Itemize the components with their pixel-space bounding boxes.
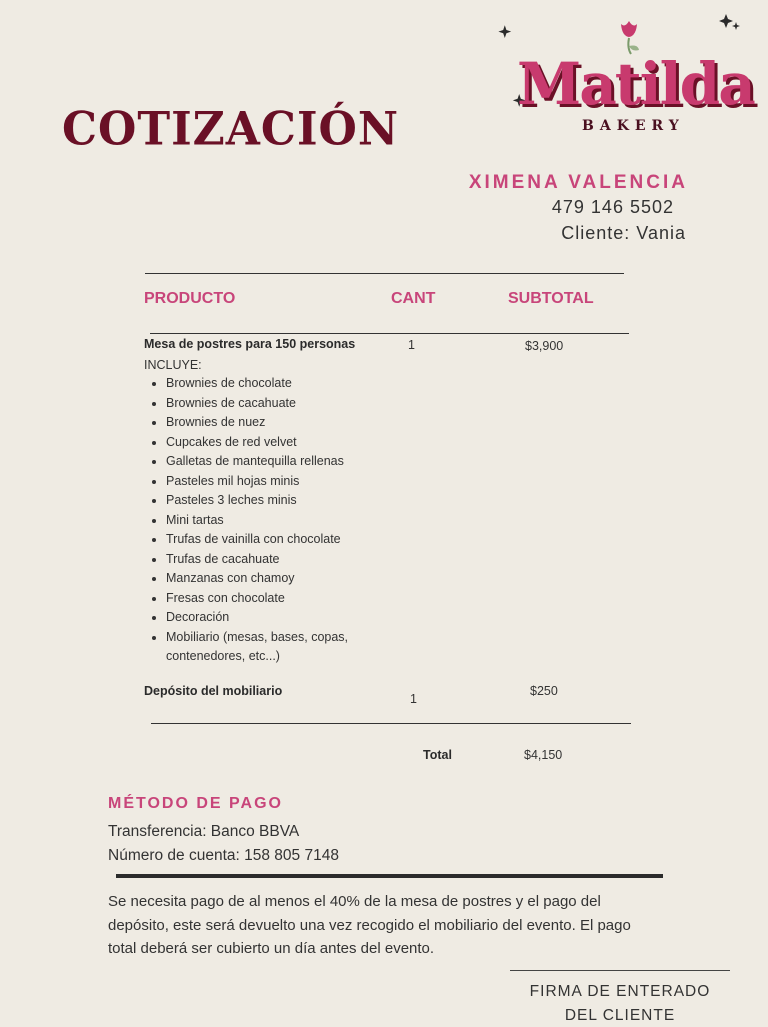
list-item: • Brownies de nuez [166,413,386,433]
list-item: • Brownies de chocolate [166,374,386,394]
vendor-name: XIMENA VALENCIA [469,172,688,194]
list-item: • Trufas de vainilla con chocolate [166,530,386,550]
item-subtotal: $250 [530,684,558,698]
table-header-rule [150,333,629,334]
table-bottom-rule [151,723,631,724]
signature-caption [520,980,720,1027]
signature-line [510,970,730,971]
brand-name: Matilda [517,50,754,118]
includes-label: INCLUYE: [144,358,202,372]
list-item: • Mini tartas [166,511,386,531]
list-item: • Trufas de cacahuate [166,550,386,570]
list-item: • Decoración [166,608,386,628]
brand-subtitle: BAKERY [582,118,685,134]
includes-list [144,374,386,667]
vendor-phone: 479 146 5502 [552,197,674,218]
list-item: • Brownies de cacahuate [166,394,386,414]
payment-note: Se necesita pago de al menos el 40% de la mesa de postres y el pago del depósito, este será devuelto una vez recogido el mobiliario del evento. El pago total deberá ser cubierto un día antes del evento. [108,890,648,961]
header-qty: CANT [391,290,435,308]
item-name: Mesa de postres para 150 personas [144,337,355,351]
list-item: • Pasteles 3 leches minis [166,491,386,511]
payment-transfer: Transferencia: Banco BBVA [108,823,299,841]
list-item: • Cupcakes de red velvet [166,433,386,453]
list-item: • Galletas de mantequilla rellenas [166,452,386,472]
table-top-rule [145,273,624,274]
page-title: COTIZACIÓN [62,103,399,157]
client-name: Cliente: Vania [561,223,686,244]
list-item: • Fresas con chocolate [166,589,386,609]
list-item: • Pasteles mil hojas minis [166,472,386,492]
total-value: $4,150 [524,748,562,762]
header-subtotal: SUBTOTAL [508,290,594,308]
list-item: • Manzanas con chamoy [166,569,386,589]
payment-heading: MÉTODO DE PAGO [108,795,283,813]
signature-line1: FIRMA DE ENTERADO [520,980,720,1004]
list-item: • Mobiliario (mesas, bases, copas, contenedores, etc...) [166,628,386,667]
total-label: Total [423,748,452,762]
item-qty: 1 [410,692,417,706]
divider [116,874,663,878]
payment-account: Número de cuenta: 158 805 7148 [108,847,339,865]
signature-line2: DEL CLIENTE [520,1004,720,1027]
item-name: Depósito del mobiliario [144,684,282,698]
header-product: PRODUCTO [144,290,235,308]
item-subtotal: $3,900 [525,339,563,353]
item-qty: 1 [408,338,415,352]
